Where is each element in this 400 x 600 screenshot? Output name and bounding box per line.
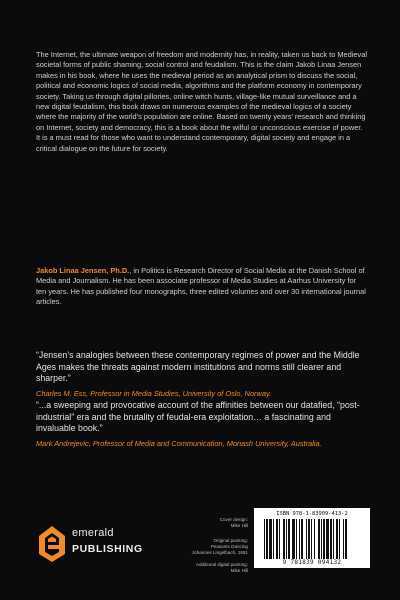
bio-paragraph [36,266,368,308]
endorsement-1 [36,350,368,399]
credit-name: Mike Hill [230,523,248,528]
credit-label: Original painting: [213,538,248,543]
endorsement-quote: “Jensen’s analogies between these contemporary regimes of power and the Middle Ages makes the threats against modern institutions and norms still clearer and sharper.” [36,350,360,383]
endorsement-attribution: Charles M. Ess, Professor in Media Studies, University of Oslo, Norway. [36,388,272,398]
isbn-number: ISBN 978-1-83909-413-2 [276,511,348,517]
digital-painting-credit [176,562,248,574]
publisher-subtitle: PUBLISHING [72,543,143,555]
book-description [36,50,368,154]
painting-credit [176,538,248,556]
credit-label: Additional digital painting: [195,562,248,567]
emerald-logo-icon [36,524,68,564]
author-name: Jakob Linaa Jensen, Ph.D. [36,266,130,275]
painting-artist: Johannes Lingelbach, 1651 [191,550,248,555]
description-text: The Internet, the ultimate weapon of freedom and modernity has, in reality, taken us back to Medieval societal forms of public shaming, social control and feudalism. This is the claim Jakob Linaa Jensen makes in his book, where he uses the medieval period as an analytical prism to discuss the social, political and economic logics of social media, algorithms and the platform economy in contemporary society. Taking us through digital pillories, online witch hunts, village-like mutual surveillance and a new digital feudalism, this book draws on numerous examples of the medieval logics of a society where the majority of the world’s population are online. Based on twenty years’ research and thinking on Internet, society and democracy, this is a book about the wilful or unconscious exercise of power. It is a must read for those who want to understand contemporary, digital society and engage in a critical dialogue on the future for society. [36,50,367,153]
credit-label: Cover design: [219,517,248,522]
bio-text: , in Politics is Research Director of Social Media at the Danish School of Media and Journalism. He has been associate professor of Media Studies at Aarhus University for ten years. He has published four monographs, three edited volumes and over 30 international journal articles. [36,266,366,307]
endorsement-attribution: Mark Andrejevic, Professor of Media and Communication, Monash University, Australia. [36,438,322,448]
barcode-digits: 9 781839 094132 [282,559,342,566]
isbn-barcode-box [254,508,370,568]
publisher-logo [36,524,146,564]
barcode-icon [264,519,360,559]
endorsement-quote: “...a sweeping and provocative account of the affinities between our datafied, “post-industrial” era and the brutality of feudal-era exploitation… a fascinating and invaluable book.” [36,400,360,433]
painting-title: Peasants Dancing [210,544,248,549]
author-bio [36,266,368,308]
publisher-name: emerald [72,527,114,539]
endorsement-2 [36,400,368,449]
credit-name: Mike Hill [230,568,248,573]
cover-design-credit [176,517,248,529]
